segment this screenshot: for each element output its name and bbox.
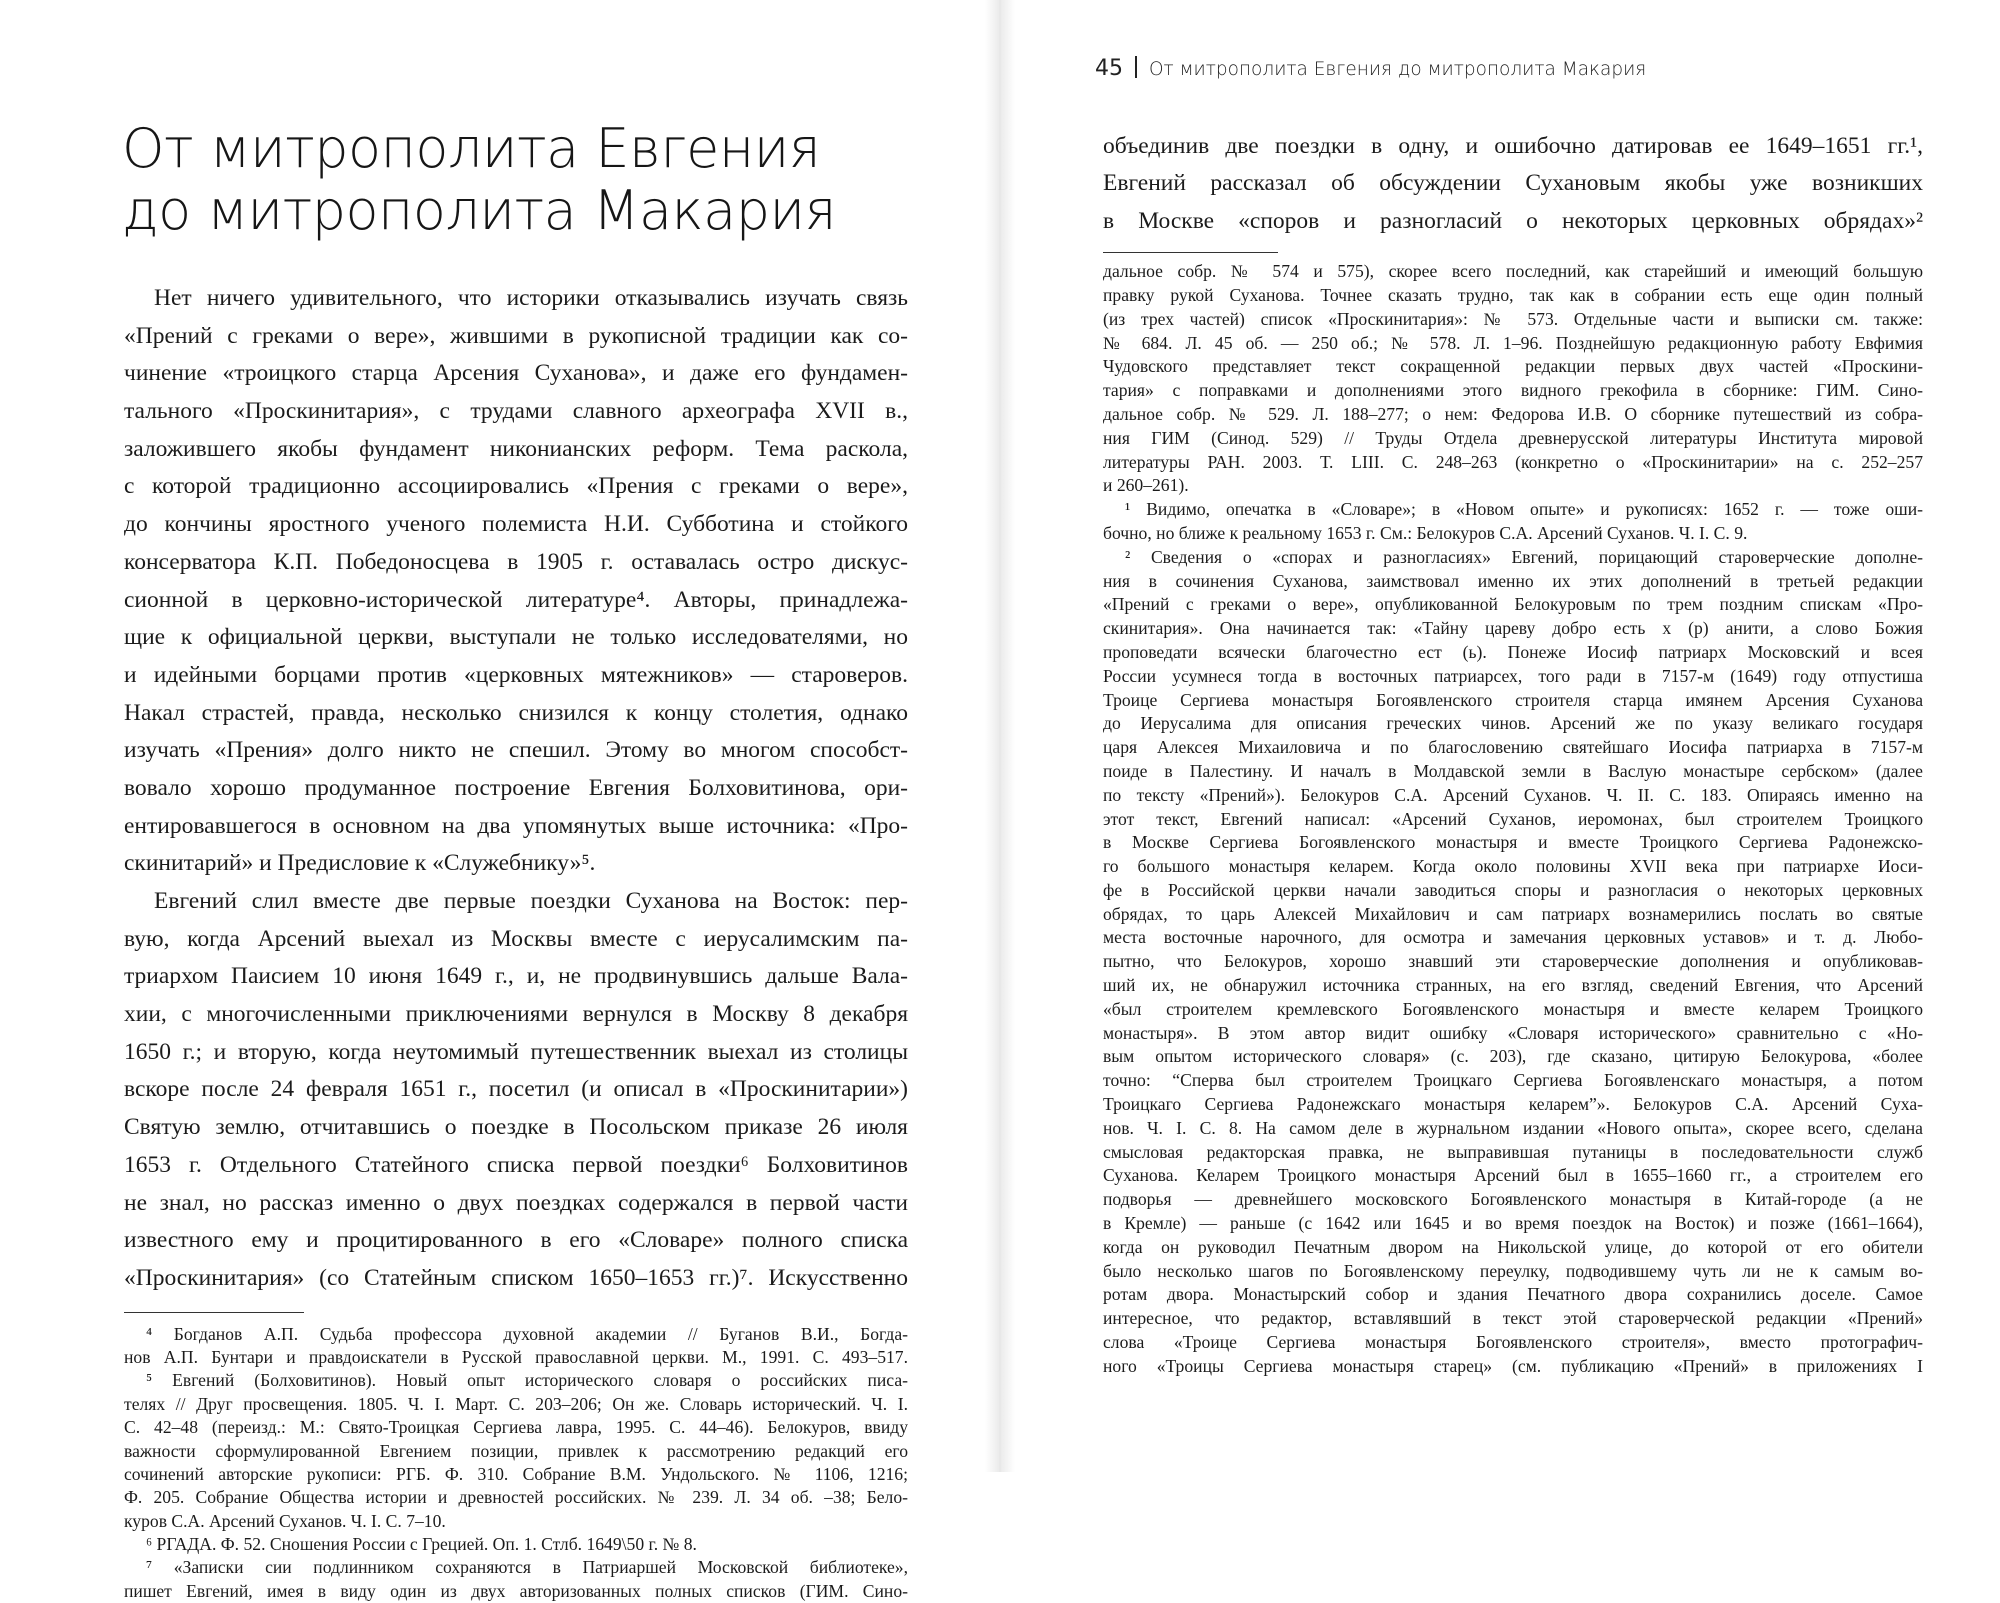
footnote-line: смысловая редакторская правка, не выправившая путаницы в последовательности служб bbox=[1103, 1141, 1923, 1162]
footnote-line: телях // Друг просвещения. 1805. Ч. I. Март. С. 203–206; Он же. Словарь исторический. Ч. I. bbox=[124, 1393, 908, 1414]
text-line: объединив две поездки в одну, и ошибочно датировав ее 1649–1651 гг.¹, bbox=[1103, 133, 1923, 159]
footnote-line: ший их, не обнаружил источника странных, на его взгляд, сведений Евгения, что Арсений bbox=[1103, 975, 1923, 996]
text-line: и идейными борцами против «церковных мятежников» — староверов. bbox=[124, 661, 908, 688]
footnote-line: важности сформулированной Евгением позиции, привлек к рассмотрению редакций его bbox=[124, 1440, 908, 1461]
footnote-line: «был строителем кремлевского Богоявленского монастыря и вместе келарем Троицкого bbox=[1103, 998, 1923, 1019]
footnote-line: дальное собр. № 574 и 575), скорее всего последний, как старейший и имеющий большую bbox=[1103, 261, 1923, 282]
text-line: «Проскинитария» (со Статейным списком 1650–1653 гг.)⁷. Искусственно bbox=[124, 1264, 908, 1291]
text-line: вую, когда Арсений выехал из Москвы вместе с иерусалимским па- bbox=[124, 925, 908, 952]
footnote-line: проповедати всячески благочестно ест (ь). Понеже Иосиф патриарх Московский и всея bbox=[1103, 641, 1923, 662]
main-text bbox=[124, 280, 908, 1298]
footnote-line: фе в Российской церкви начали заводиться споры и разногласия о некоторых церковных bbox=[1103, 879, 1923, 900]
text-line: скинитарий» и Предисловие к «Служебнику»⁵. bbox=[124, 850, 596, 877]
text-line: триархом Паисием 10 июня 1649 г., и, не продвинувшись дальше Вала- bbox=[124, 963, 908, 990]
footnote-line: и 260–261). bbox=[1103, 475, 1189, 496]
footnote-line: поиде в Палестину. И началъ в Молдавской земли в Васлую монастыре сербском» (далее bbox=[1103, 760, 1923, 781]
text-line: щие к официальной церкви, выступали не только исследователями, но bbox=[124, 624, 908, 651]
footnote-line: правку рукой Суханова. Точнее сказать трудно, так как в собрании есть еще один полный bbox=[1103, 284, 1923, 305]
text-line: ентировавшегося в основном на два упомянутых выше источника: «Про- bbox=[124, 812, 908, 839]
footnote-line: нов. Ч. I. С. 8. На самом деле в журнальном издании «Нового опыта», скорее всего, сделана bbox=[1103, 1117, 1923, 1138]
text-line: сионной в церковно-исторической литературе⁴. Авторы, принадлежа- bbox=[124, 586, 908, 613]
footnote-line: куров С.А. Арсений Суханов. Ч. I. С. 7–10. bbox=[124, 1510, 446, 1531]
footnote-line: бочно, но ближе к реальному 1653 г. См.: Белокуров С.А. Арсений Суханов. Ч. I. С. 9. bbox=[1103, 522, 1748, 543]
footnote-line: ⁴ Богданов А.П. Судьба профессора духовной академии // Буганов В.И., Богда- bbox=[146, 1323, 908, 1344]
footnote-line: Троицкаго Сергиева Радонежскаго монастыря келарем”». Белокуров С.А. Арсений Суха- bbox=[1103, 1094, 1923, 1115]
running-head-divider bbox=[1135, 56, 1137, 78]
page-number: 45 bbox=[1095, 56, 1123, 81]
text-line: известного ему и процитированного в его «Словаре» полного списка bbox=[124, 1227, 908, 1254]
footnote-line: ² Сведения о «спорах и разногласиях» Евгений, порицающий староверческие дополне- bbox=[1125, 546, 1923, 567]
footnote-line: точно: “Сперва был строителем Троицкаго Сергиева Богоявленскаго монастыря, а потом bbox=[1103, 1070, 1923, 1091]
footnote-line: пытно, что Белокуров, хорошо знавший эти староверческие дополнения и опубликовав- bbox=[1103, 951, 1923, 972]
footnote-line: С. 42–48 (переизд.: М.: Свято-Троицкая Сергиева лавра, 1995. С. 44–46). Белокуров, ввиду bbox=[124, 1417, 908, 1438]
footnotes bbox=[124, 1323, 908, 1603]
footnote-line: скинитария». Она начинается так: «Тайну цареву добро есть х (р) анити, а слово Божия bbox=[1103, 618, 1923, 639]
text-line: консерватора К.П. Победоносцева в 1905 г. оставалась остро дискус- bbox=[124, 548, 908, 575]
footnote-line: го большого монастыря келарем. Когда около половины XVII века при патриархе Иоси- bbox=[1103, 856, 1923, 877]
footnote-line: обрядах, то царь Алексей Михайлович и сам патриарх вознамерились послать во святые bbox=[1103, 903, 1923, 924]
text-line: Накал страстей, правда, несколько снизился к концу столетия, однако bbox=[124, 699, 908, 726]
running-head bbox=[1095, 56, 1646, 81]
footnote-line: вым опытом исторического словаря» (с. 203), где сказано, цитирую Белокурова, «более bbox=[1103, 1046, 1923, 1067]
footnote-line: нов А.П. Бунтари и правдоискатели в Русской православной церкви. М., 1991. С. 493–517. bbox=[124, 1346, 908, 1367]
footnote-line: пишет Евгений, имея в виду один из двух авторизованных полных списков (ГИМ. Сино- bbox=[124, 1580, 908, 1601]
footnote-line: интересное, что редактор, вставлявший в текст этой староверческой редакции «Прений» bbox=[1103, 1308, 1923, 1329]
footnote-line: Чудовского представляет текст сокращенной редакции первых двух частей «Проскини- bbox=[1103, 356, 1923, 377]
text-line: с которой традиционно ассоциировались «Прения с греками о вере», bbox=[124, 473, 908, 500]
footnote-separator bbox=[124, 1312, 304, 1313]
chapter-title-line: до митрополита Макария bbox=[122, 179, 836, 242]
footnote-line: России усумнеся тогда в восточных патриарсех, того ради в 7157-м (1649) году отпустиша bbox=[1103, 665, 1923, 686]
text-line: вовало хорошо продуманное построение Евгения Болховитинова, ори- bbox=[124, 774, 908, 801]
footnote-line: Суханова. Келарем Троицкого монастыря Арсений был в 1655–1660 гг., а строителем его bbox=[1103, 1165, 1923, 1186]
footnote-line: сочинений авторские рукописи: РГБ. Ф. 310. Собрание В.М. Ундольского. № 1106, 1216; bbox=[124, 1463, 908, 1484]
main-text bbox=[1103, 128, 1923, 240]
text-line: Евгений рассказал об обсуждении Сухановым якобы уже возникших bbox=[1103, 170, 1923, 197]
text-line: в Москве «споров и разногласий о некоторых церковных обрядах»² bbox=[1103, 207, 1923, 234]
footnote-line: царя Алексея Михаиловича и по благословению святейшаго Иосифа патриарха в 7157-м bbox=[1103, 737, 1923, 758]
footnotes bbox=[1103, 260, 1923, 1378]
footnote-line: в Москве Сергиева Богоявленского монастыря и вместе Троицкого Сергиева Радонежско- bbox=[1103, 832, 1923, 853]
footnote-line: в Кремле) — раньше (с 1642 или 1645 и во время поездок на Восток) и позже (1661–1664), bbox=[1103, 1213, 1923, 1234]
text-line: Святую землю, отчитавшись о поездке в Посольском приказе 26 июля bbox=[124, 1114, 908, 1141]
text-line: изучать «Прения» долго никто не спешил. Этому во многом способст- bbox=[124, 737, 908, 764]
footnote-line: ротам двора. Монастырский собор и здания Печатного двора сохранились доселе. Самое bbox=[1103, 1284, 1923, 1305]
left-page bbox=[0, 0, 985, 1601]
text-line: «Прений с греками о вере», жившими в рукописной традиции как со- bbox=[124, 322, 908, 349]
footnote-line: ⁵ Евгений (Болховитинов). Новый опыт исторического словаря о российских писа- bbox=[146, 1370, 908, 1391]
text-line: хии, с многочисленными приключениями вернулся в Москву 8 декабря bbox=[124, 1001, 908, 1028]
footnote-line: слова «Троице Сергиева монастыря Богоявленского строителя», вместо протографич- bbox=[1103, 1332, 1923, 1353]
chapter-title-line: От митрополита Евгения bbox=[122, 117, 821, 180]
footnote-line: Ф. 205. Собрание Общества истории и древностей российских. № 239. Л. 34 об. –38; Бело- bbox=[124, 1487, 908, 1508]
footnote-line: этот текст, Евгений написал: «Арсений Суханов, иеромонах, был строителем Троицкого bbox=[1103, 808, 1923, 829]
footnote-line: Троице Сергиева монастыря Богоявленского строителя старца имянем Арсения Суханова bbox=[1103, 689, 1923, 710]
chapter-title bbox=[122, 118, 942, 242]
footnote-line: ¹ Видимо, опечатка в «Словаре»; в «Новом опыте» и рукописях: 1652 г. — тоже оши- bbox=[1125, 499, 1923, 520]
right-page-body bbox=[1103, 128, 1923, 1379]
text-line: вскоре после 24 февраля 1651 г., посетил (и описал в «Проскинитарии») bbox=[124, 1076, 908, 1103]
footnote-line: ного «Троицы Сергиева монастыря старец» (см. публикацию «Прений» в приложениях I bbox=[1103, 1355, 1923, 1376]
footnote-line: тария» с поправками и дополнениями этого видного грекофила в сборнике: ГИМ. Сино- bbox=[1103, 380, 1923, 401]
footnote-line: дальное собр. № 529. Л. 188–277; о нем: Федорова И.В. О сборнике путешествий из собра- bbox=[1103, 403, 1923, 424]
footnote-line: № 684. Л. 45 об. — 250 об.; № 578. Л. 1–96. Позднейшую редакционную работу Евфимия bbox=[1103, 332, 1923, 353]
footnote-line: ния в сочинения Суханова, заимствовал именно их этих дополнений в третьей редакции bbox=[1103, 570, 1923, 591]
footnote-line: подворья — древнейшего московского Богоявленского монастыря в Китай-городе (а не bbox=[1103, 1189, 1923, 1210]
footnote-line: места восточные нарочного, для осмотра и замечания церковных уставов» и т. д. Любо- bbox=[1103, 927, 1923, 948]
footnote-line: до Иерусалима для описания греческих чинов. Арсений же по указу великаго государя bbox=[1103, 713, 1923, 734]
book-gutter bbox=[985, 0, 1015, 1472]
text-line: заложившего якобы фундамент никонианских реформ. Тема раскола, bbox=[124, 435, 908, 462]
footnote-line: ⁷ «Записки сии подлинником сохраняются в Патриаршей Московской библиотеке», bbox=[146, 1557, 908, 1578]
footnote-line: когда он руководил Печатным двором на Никольской улице, до которой от его обители bbox=[1103, 1236, 1923, 1257]
text-line: 1653 г. Отдельного Статейного списка первой поездки⁶ Болховитинов bbox=[124, 1151, 908, 1178]
running-head-title: От митрополита Евгения до митрополита Макария bbox=[1149, 59, 1647, 80]
footnote-line: (из трех частей) список «Проскинитария»: № 573. Отдельные части и выписки см. также: bbox=[1103, 308, 1923, 329]
text-line: Евгений слил вместе две первые поездки Суханова на Восток: пер- bbox=[154, 888, 908, 914]
text-line: 1650 г.; и вторую, когда неутомимый путешественник выехал из столицы bbox=[124, 1038, 908, 1065]
footnote-line: по тексту «Прений»). Белокуров С.А. Арсений Суханов. Ч. II. С. 183. Опираясь именно на bbox=[1103, 784, 1923, 805]
footnote-line: монастыря». В этом автор видит ошибку «Словаря исторического» сравнительно с «Но- bbox=[1103, 1022, 1923, 1043]
left-page-body bbox=[124, 280, 908, 1603]
text-line: тального «Проскинитария», с трудами славного археографа XVII в., bbox=[124, 398, 908, 425]
text-line: Нет ничего удивительного, что историки отказывались изучать связь bbox=[154, 285, 908, 311]
footnote-separator bbox=[1103, 252, 1278, 253]
footnote-line: литературы РАН. 2003. Т. LIII. С. 248–263 (конкретно о «Проскинитарии» на с. 252–257 bbox=[1103, 451, 1923, 472]
text-line: до кончины яростного ученого полемиста Н.И. Субботина и стойкого bbox=[124, 511, 908, 538]
text-line: не знал, но рассказ именно о двух поездках содержался в первой части bbox=[124, 1189, 908, 1216]
right-page bbox=[1015, 0, 2000, 1472]
footnote-line: ⁶ РГАДА. Ф. 52. Сношения России с Грецией. Оп. 1. Стлб. 1649\50 г. № 8. bbox=[146, 1534, 697, 1555]
footnote-line: «Прений с греками о вере», опубликованной Белокуровым по трем поздним спискам «Про- bbox=[1103, 594, 1923, 615]
footnote-line: было несколько шагов по Богоявленскому переулку, подводившему чуть ли не к самым во- bbox=[1103, 1260, 1923, 1281]
text-line: чинение «троицкого старца Арсения Суханова», и даже его фундамен- bbox=[124, 360, 908, 387]
footnote-line: ния ГИМ (Синод. 529) // Труды Отдела древнерусской литературы Института мировой bbox=[1103, 427, 1923, 448]
